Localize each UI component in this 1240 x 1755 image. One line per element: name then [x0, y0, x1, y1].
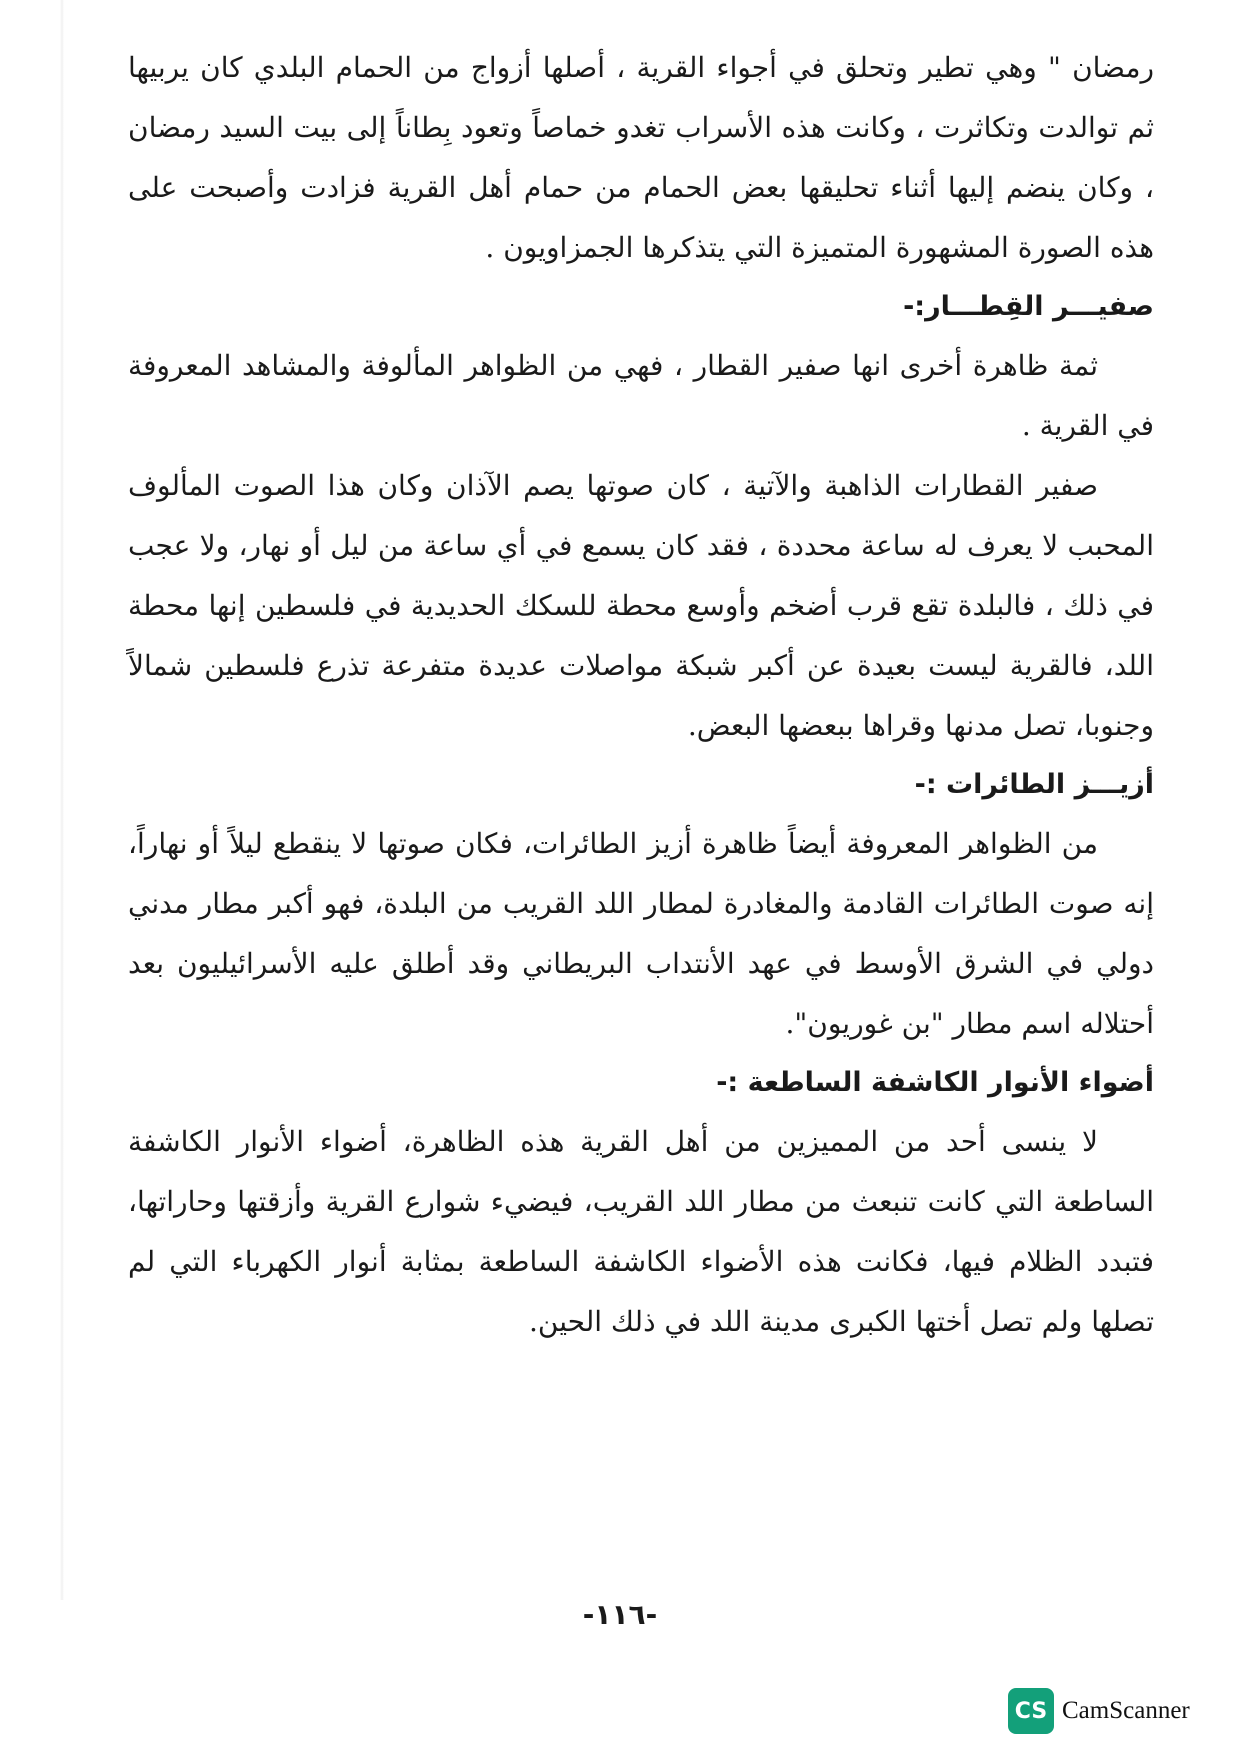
- camscanner-watermark: [1008, 1686, 1190, 1736]
- paragraph-aircraft: من الظواهر المعروفة أيضاً ظاهرة أزيز الطائرات، فكان صوتها لا ينقطع ليلاً أو نهاراً، إنه صوت الطائرات القادمة والمغادرة لمطار اللد القريب من البلدة، فهو أكبر مطار مدني دولي في الشرق الأوسط في عهد الأنتداب البريطاني وقد أطلق عليه الأسرائيليون بعد أحتلاله اسم مطار "بن غوريون".: [128, 827, 1154, 1040]
- camscanner-label: CamScanner: [1062, 1697, 1190, 1724]
- heading-train-whistle: صفيـــر القِطـــار:-: [903, 291, 1154, 322]
- paragraph-pigeons: رمضان " وهي تطير وتحلق في أجواء القرية ، أصلها أزواج من الحمام البلدي كان يربيها ثم توالدت وتكاثرت ، وكانت هذه الأسراب تغدو خماصاً وتعود بِطاناً إلى بيت السيد رمضان ، وكان ينضم إليها أثناء تحليقها بعض الحمام من حمام أهل القرية فزادت وأصبحت على هذه الصورة المشهورة المتميزة التي يتذكرها الجمزاويون .: [128, 51, 1154, 264]
- camscanner-logo-icon: CS: [1008, 1688, 1054, 1734]
- page-number: -١١٦-: [582, 1598, 658, 1631]
- paragraph-train-details: صفير القطارات الذاهبة والآتية ، كان صوتها يصم الآذان وكان هذا الصوت المألوف المحبب لا يعرف له ساعة محددة ، فقد كان يسمع في أي ساعة من ليل أو نهار، ولا عجب في ذلك ، فالبلدة تقع قرب أضخم وأوسع محطة للسكك الحديدية في فلسطين إنها محطة اللد، فالقرية ليست بعيدة عن أكبر شبكة مواصلات عديدة متفرعة تذرع فلسطين شمالاً وجنوبا، تصل مدنها وقراها ببعضها البعض.: [128, 469, 1154, 742]
- scan-page-edge: [60, 0, 64, 1600]
- paragraph-searchlights: لا ينسى أحد من المميزين من أهل القرية هذه الظاهرة، أضواء الأنوار الكاشفة الساطعة التي كانت تنبعث من مطار اللد القريب، فيضيء شوارع القرية وأزقتها وحاراتها، فتبدد الظلام فيها، فكانت هذه الأضواء الكاشفة الساطعة بمثابة أنوار الكهرباء التي لم تصلها ولم تصل أختها الكبرى مدينة اللد في ذلك الحين.: [128, 1125, 1154, 1338]
- page-body: [128, 38, 1154, 1352]
- paragraph-train-intro: ثمة ظاهرة أخرى انها صفير القطار ، فهي من الظواهر المألوفة والمشاهد المعروفة في القرية .: [128, 349, 1154, 442]
- heading-searchlights: أضواء الأنوار الكاشفة الساطعة :-: [716, 1067, 1154, 1098]
- heading-aircraft-noise: أزيـــز الطائرات :-: [914, 769, 1154, 800]
